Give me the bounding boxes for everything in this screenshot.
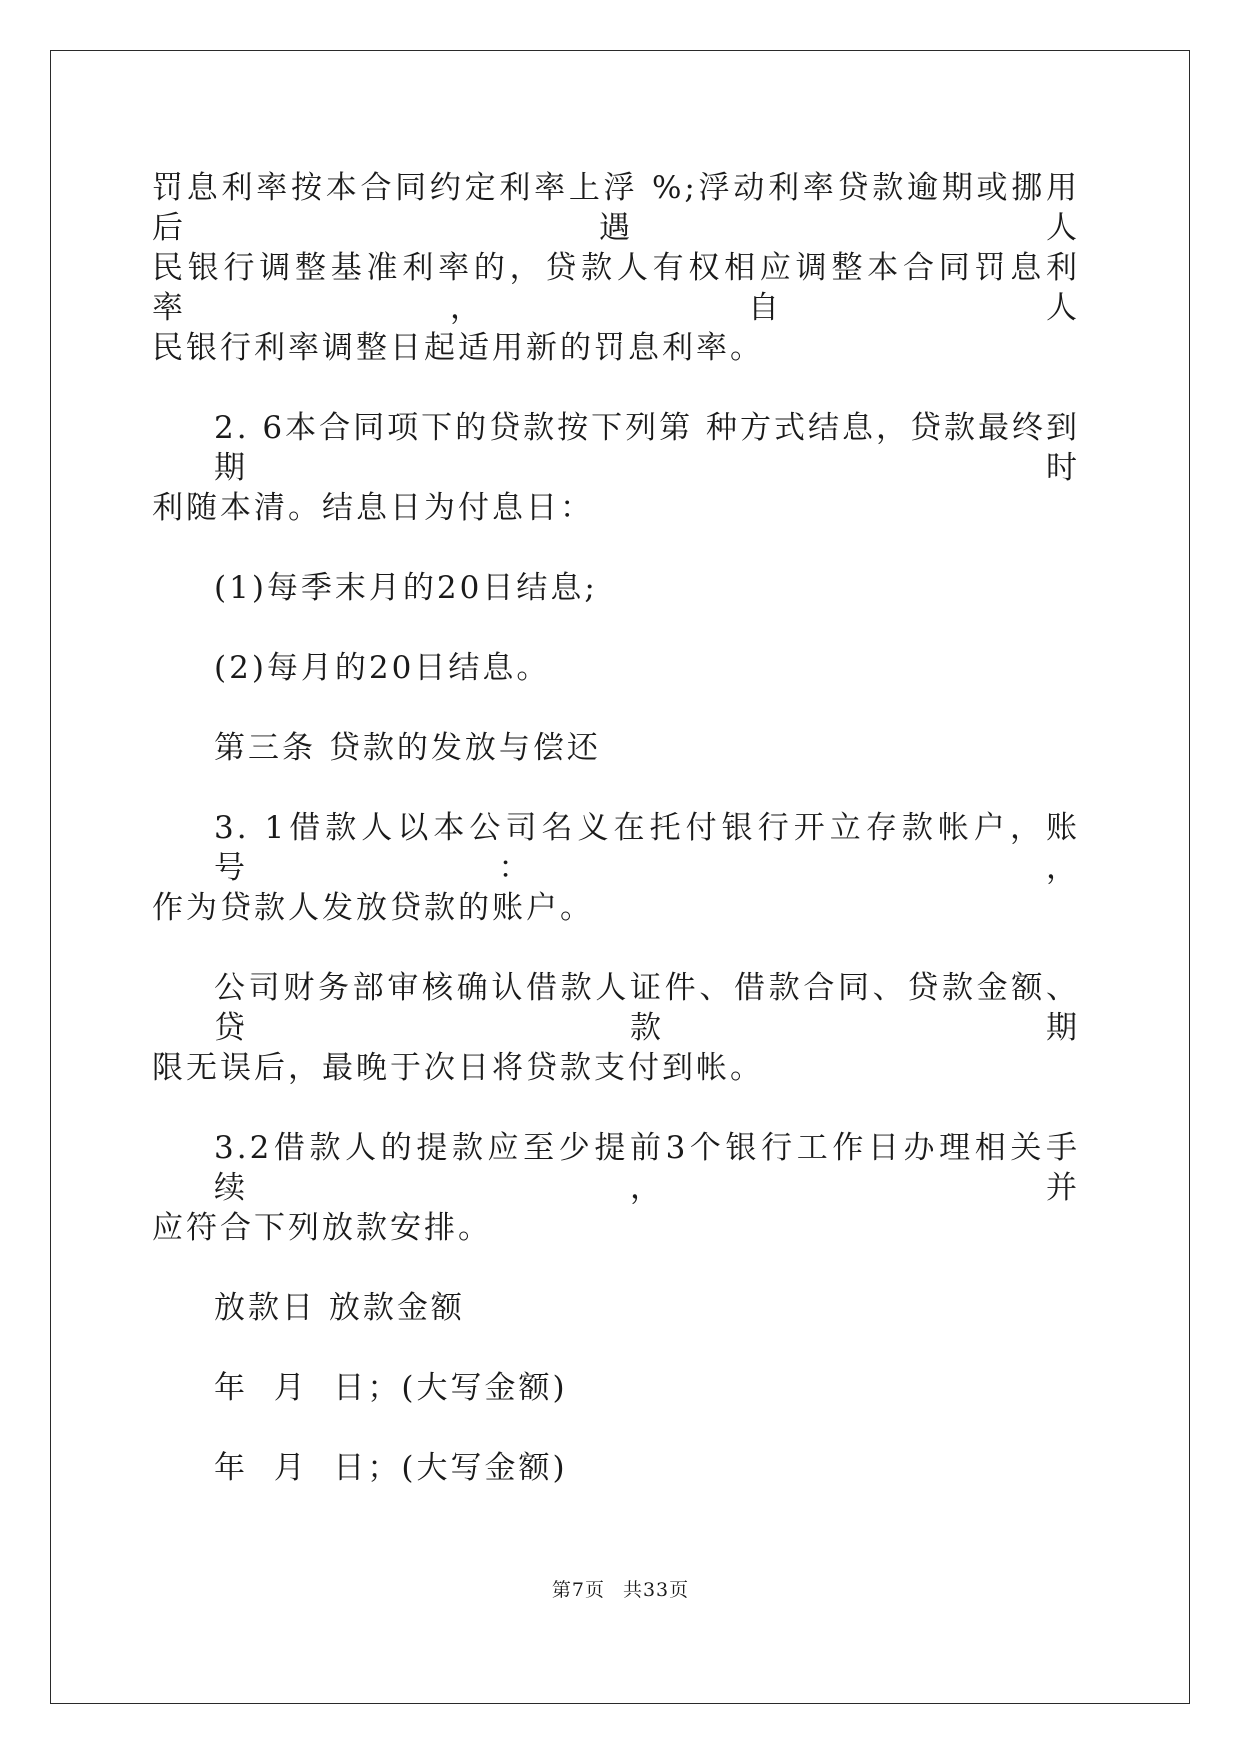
paragraph-line: 利随本清。结息日为付息日： (152, 490, 594, 526)
page-number-total: 共33页 (622, 1579, 690, 1601)
page-number-current: 第7页 (551, 1579, 605, 1601)
page-footer (0, 1578, 1241, 1602)
paragraph-line: 民银行利率调整日起适用新的罚息利率。 (152, 330, 764, 366)
list-item: (1)每季末月的20日结息; (214, 570, 598, 606)
paragraph-line: 公司财务部审核确认借款人证件、借款合同、贷款金额、贷款期 (214, 970, 1080, 1046)
table-row: 年 月 日；(大写金额) (214, 1450, 568, 1486)
table-row: 年 月 日；(大写金额) (214, 1370, 568, 1406)
paragraph-line: 3.2借款人的提款应至少提前3个银行工作日办理相关手续，并 (214, 1130, 1080, 1206)
table-header-line: 放款日 放款金额 (214, 1290, 465, 1326)
paragraph-line: 罚息利率按本合同约定利率上浮 %;浮动利率贷款逾期或挪用后遇人 (152, 170, 1080, 246)
section-heading: 第三条 贷款的发放与偿还 (214, 730, 601, 766)
list-item: (2)每月的20日结息。 (214, 650, 551, 686)
paragraph-line: 2. 6本合同项下的贷款按下列第 种方式结息，贷款最终到期时 (214, 410, 1081, 486)
paragraph-line: 民银行调整基准利率的，贷款人有权相应调整本合同罚息利率，自人 (152, 250, 1080, 326)
paragraph-line: 作为贷款人发放贷款的账户。 (152, 890, 594, 926)
paragraph-line: 3. 1借款人以本公司名义在托付银行开立存款帐户，账号： ， (214, 810, 1080, 886)
paragraph-line: 应符合下列放款安排。 (152, 1210, 492, 1246)
paragraph-line: 限无误后，最晚于次日将贷款支付到帐。 (152, 1050, 764, 1086)
